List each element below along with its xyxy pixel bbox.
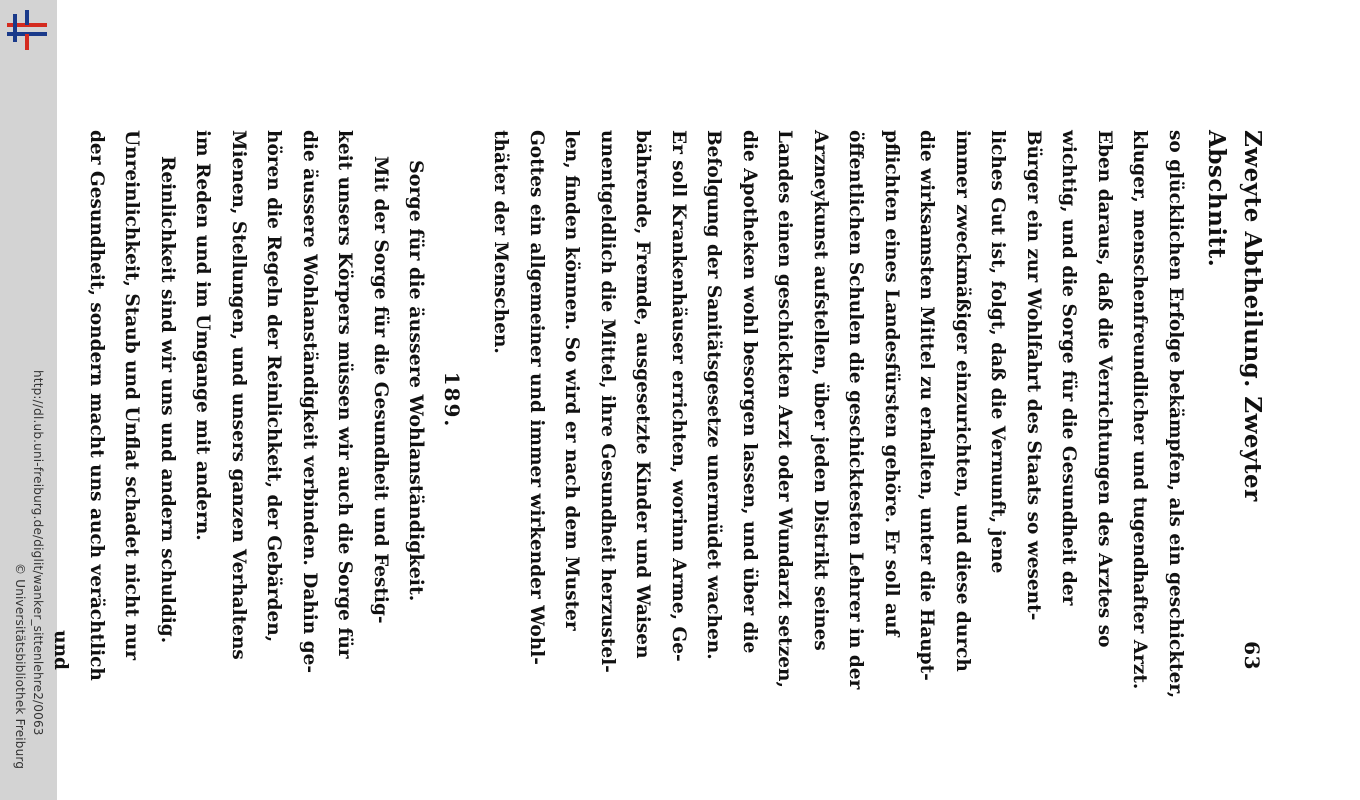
text-line: der Gesundheit, sondern macht uns auch verächtlich	[86, 130, 107, 681]
paragraph-1	[483, 130, 1193, 699]
paragraph-3	[79, 130, 186, 681]
scanned-page	[50, 130, 1270, 699]
text-line: so glücklichen Erfolge bekämpfen, als ein geschickter,	[1165, 130, 1186, 699]
library-logo-icon[interactable]	[5, 8, 49, 52]
text-line: Mienen, Stellungen, und unsers ganzen Verhaltens	[228, 130, 249, 660]
text-line: im Reden und im Umgange mit andern.	[192, 130, 214, 541]
catchword: und	[50, 630, 72, 670]
text-line: unentgeldlich die Mittel, ihre Gesundheit herzustel-	[597, 130, 618, 673]
section-title: Sorge für die äussere Wohlanständigkeit.	[405, 160, 428, 602]
text-line: Befolgung der Sanitätsgesetze unermüdet wachen.	[703, 130, 725, 660]
text-line: Eben daraus, daß die Verrichtungen des Arztes so	[1094, 130, 1115, 648]
text-line: Unreinlichkeit, Staub und Unflat schadet nicht nur	[121, 130, 143, 661]
source-url[interactable]: http://dl.ub.uni-freiburg.de/diglit/wanker_sittenlehre2/0063	[31, 370, 45, 736]
text-line: hören die Regeln der Reinlichkeit, der Gebärden,	[263, 130, 285, 643]
section-number: 189.	[440, 371, 464, 429]
text-line: keit unsers Körpers müssen wir auch die Sorge für	[334, 130, 356, 659]
running-head: Zweyte Abtheilung. Zweyter Abschnitt.	[1203, 130, 1266, 502]
text-line: Er soll Krankenhäuser errichten, worinn Arme, Ge-	[668, 130, 689, 662]
text-line: die Apotheken wohl besorgen lassen, und über die	[739, 130, 760, 654]
text-line: Landes einen geschickten Arzt oder Wundarzt setzen,	[774, 130, 796, 688]
text-line: liches Gut ist, folgt, daß die Vernunft, jene	[987, 130, 1009, 574]
text-line: pflichten eines Landesfürsten gehöre. Er soll auf	[881, 130, 902, 637]
paragraph-2	[185, 130, 398, 674]
text-line: Arzneykunst aufstellen, über jeden Distrikt seines	[810, 130, 831, 651]
page-number: 63	[1240, 641, 1264, 670]
text-line: bährende, Fremde, ausgesetzte Kinder und Waisen	[632, 130, 654, 659]
text-line: thäter der Menschen.	[490, 130, 512, 354]
text-line: Gottes ein allgemeiner und immer wirkender Wohl-	[526, 130, 547, 665]
page-header	[1199, 130, 1270, 670]
text-line: Bürger ein zur Wohlfahrt des Staats so wesent-	[1023, 130, 1044, 621]
text-line: öffentlichen Schulen die geschicktesten Lehrer in der	[845, 130, 867, 690]
text-line: kluger, menschenfreundlicher und tugendhafter Arzt.	[1129, 130, 1151, 690]
text-line: die äussere Wohlanständigkeit verbinden. Dahin ge-	[299, 130, 320, 674]
text-line: wichtig, und die Sorge für die Gesundheit der	[1058, 130, 1080, 606]
text-line: die wirksamsten Mittel zu erhalten, unter die Haupt-	[916, 130, 938, 681]
copyright-notice: © Universitätsbibliothek Freiburg	[13, 563, 27, 770]
text-line: len, finden können. So wird er nach dem Muster	[561, 130, 583, 631]
text-line: Mit der Sorge für die Gesundheit und Festig-	[370, 156, 391, 624]
text-line: Reinlichkeit sind wir uns und andern schuldig.	[157, 156, 178, 644]
text-line: immer zweckmäßiger einzurichten, und diese durch	[952, 130, 973, 672]
